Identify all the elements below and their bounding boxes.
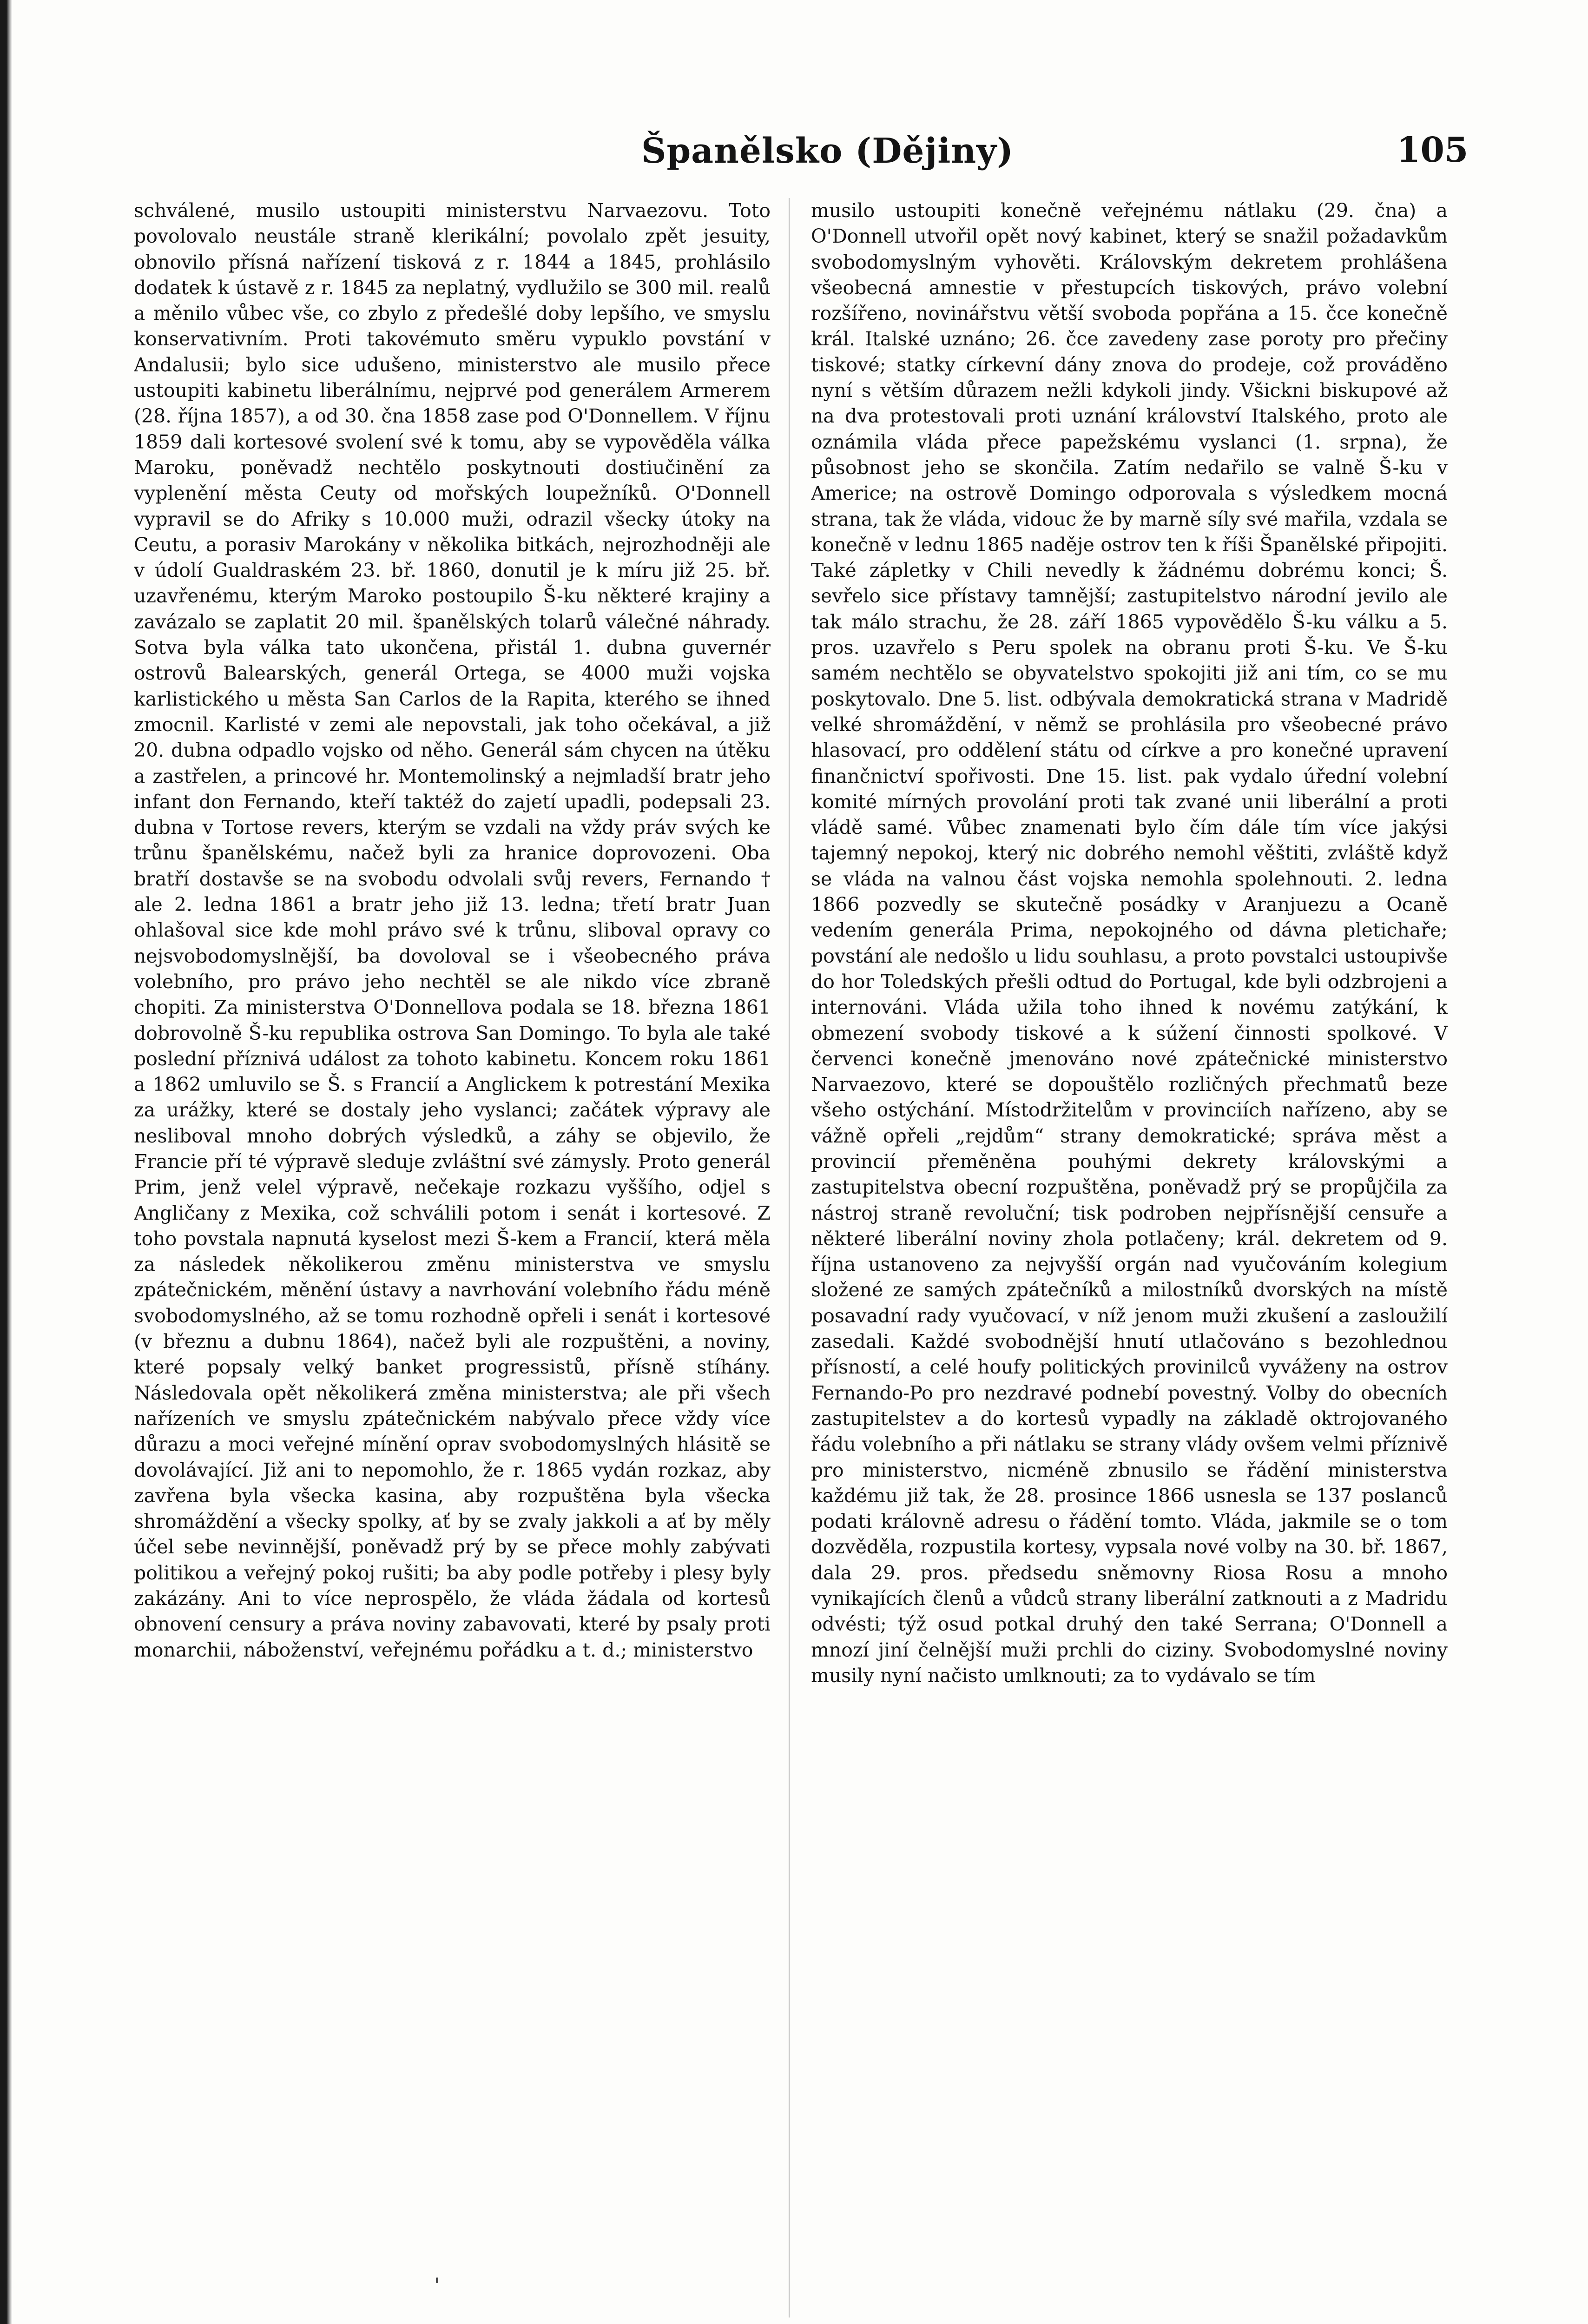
left-column-paragraph: schválené, musilo ustoupiti ministerstvu Narvaezovu. Toto povolovalo neustále straně klerikální; povolalo zpět jesuity, obnovilo přísná nařízení tisková z r. 1844 a 1845, prohlásilo dodatek k ústavě z r. 1845 za neplatný, vydlužilo se 300 mil. realů a měnilo vůbec vše, co zbylo z předešlé doby lepšího, ve smyslu konservativním. Proti takovémuto směru vypuklo povstání v Andalusii; bylo sice udušeno, ministerstvo ale musilo přece ustoupiti kabinetu liberálnímu, nejprvé pod generálem Armerem (28. října 1857), a od 30. čna 1858 zase pod O'Donnellem. V říjnu 1859 dali kortesové svolení své k tomu, aby se vypověděla válka Maroku, poněvadž nechtělo poskytnouti dostiučinění za vyplenění města Ceuty od mořských loupežníků. O'Donnell vypravil se do Afriky s 10.000 muži, odrazil všecky útoky na Ceutu, a porasiv Marokány v několika bitkách, nejrozhodněji ale v údolí Gualdraském 23. bř. 1860, donutil je k míru již 25. bř. uzavřenému, kterým Maroko postoupilo Š-ku některé krajiny a zavázalo se zaplatit 20 mil. španělských tolarů válečné náhrady. Sotva byla válka tato ukončena, přistál 1. dubna guvernér ostrovů Balearských, generál Ortega, se 4000 muži vojska karlistického u města San Carlos de la Rapita, kterého se ihned zmocnil. Karlisté v zemi ale nepovstali, jak toho očekával, a již 20. dubna odpadlo vojsko od něho. Generál sám chycen na útěku a zastřelen, a princové hr. Montemolinský a nejmladší bratr jeho infant don Fernando, kteří taktéž do zajetí upadli, podepsali 23. dubna v Tortose revers, kterým se vzdali na vždy práv svých ke trůnu španělskému, načež byli za hranice doprovozeni. Oba bratří dostavše se na svobodu odvolali svůj revers, Fernando † ale 2. ledna 1861 a bratr jeho již 13. ledna; třetí bratr Juan ohlašoval sice kde mohl právo své k trůnu, sliboval opravy co nejsvobodomyslnější, ba dovoloval se i všeobecného práva volebního, pro právo jeho nechtěl se ale nikdo více zbraně chopiti. Za ministerstva O'Donnellova podala se 18. března 1861 dobrovolně Š-ku republika ostrova San Domingo. To byla ale také poslední příznivá událost za tohoto kabinetu. Koncem roku 1861 a 1862 umluvilo se Š. s Francií a Anglickem k potrestání Mexika za urážky, které se dostaly jeho vyslanci; začátek výpravy ale nesliboval mnoho dobrých výsledků, a záhy se objevilo, že Francie pří té výpravě sleduje zvláštní své zámysly. Proto generál Prim, jenž velel výpravě, nečekaje rozkazu vyššího, odjel s Angličany z Mexika, což schválili potom i senát i kortesové. Z toho povstala napnutá kyselost mezi Š-kem a Francií, která měla za následek několikerou změnu ministerstva ve smyslu zpátečnickém, měnění ústavy a navrhování volebního řádu méně svobodomyslného, až se tomu rozhodně opřeli i senát i kortesové (v březnu a dubnu 1864), načež byli ale rozpuštěni, a noviny, které popsaly velký banket progressistů, přísně stíhány. Následovala opět několikerá změna ministerstva; ale při všech nařízeních ve smyslu zpátečnickém nabývalo přece vždy více důrazu a moci veřejné mínění oprav svobodomyslných hlásitě se dovolávající. Již ani to nepomohlo, že r. 1865 vydán rozkaz, aby zavřena byla všecka kasina, aby rozpuštěna byla všecka shromáždění a všecky spolky, ať by se zvaly jakkoli a ať by měly účel sebe nevinnější, poněvadž prý by se přece mohly zabývati politikou a veřejný pokoj rušiti; ba aby podle potřeby i plesy byly zakázány. Ani to více neprospělo, že vláda žádala od kortesů obnovení censury a práva noviny zabavovati, které by psaly proti monarchii, náboženství, veřejnému pořádku a t. d.; ministerstvo	[134, 199, 771, 1661]
left-text-column	[134, 198, 771, 2322]
right-text-column	[811, 198, 1448, 2322]
binding-edge	[0, 0, 12, 2324]
page-number: 105	[1397, 130, 1469, 170]
column-divider	[789, 198, 790, 2317]
running-header-title: Španělsko (Dějiny)	[641, 131, 1014, 171]
right-column-paragraph: musilo ustoupiti konečně veřejnému nátlaku (29. čna) a O'Donnell utvořil opět nový kabinet, který se snažil požadavkům svobodomyslným vyhověti. Královským dekretem prohlášena všeobecná amnestie v přestupcích tiskových, právo volební rozšířeno, novinářstvu větší svoboda popřána a 15. čce konečně král. Italské uznáno; 26. čce zavedeny zase poroty pro přečiny tiskové; statky církevní dány znova do prodeje, což prováděno nyní s větším důrazem nežli kdykoli jindy. Všickni biskupové až na dva protestovali proti uznání království Italského, proto ale oznámila vláda přece papežskému vyslanci (1. srpna), že působnost jeho se skončila. Zatím nedařilo se valně Š-ku v Americe; na ostrově Domingo odporovala s výsledkem mocná strana, tak že vláda, vidouc že by marně síly své mařila, vzdala se konečně v lednu 1865 naděje ostrov ten k říši Španělské připojiti. Také zápletky v Chili nevedly k žádnému dobrému konci; Š. sevřelo sice přístavy tamnější; zastupitelstvo národní jevilo ale tak málo strachu, že 28. září 1865 vypovědělo Š-ku válku a 5. pros. uzavřelo s Peru spolek na obranu proti Š-ku. Ve Š-ku samém nechtělo se obyvatelstvo spokojiti již ani tím, co se mu poskytovalo. Dne 5. list. odbývala demokratická strana v Madridě velké shromáždění, v němž se prohlásila pro všeobecné právo hlasovací, pro oddělení státu od církve a pro konečné upravení finančnictví spořivosti. Dne 15. list. pak vydalo úřední volební komité mírných provolání proti tak zvané unii liberální a proti vládě samé. Vůbec znamenati bylo čím dále tím více jakýsi tajemný nepokoj, který nic dobrého nemohl věštiti, zvláště když se vláda na valnou část vojska nemohla spolehnouti. 2. ledna 1866 pozvedly se skutečně posádky v Aranjuezu a Ocaně vedením generála Prima, nepokojného od dávna pletichaře; povstání ale nedošlo u lidu souhlasu, a proto povstalci ustoupivše do hor Toledských přešli odtud do Portugal, kde byli odzbrojeni a internováni. Vláda užila toho ihned k novému zatýkání, k obmezení svobody tiskové a k súžení činnosti spolkové. V červenci konečně jmenováno nové zpátečnické ministerstvo Narvaezovo, které se dopouštělo rozličných přechmatů beze všeho ostýchání. Místodržitelům v provinciích nařízeno, aby se vážně opřeli „rejdům“ strany demokratické; správa měst a provincií přeměněna pouhými dekrety královskými a zastupitelstva obecní rozpuštěna, poněvadž prý se propůjčila za nástroj straně revoluční; tisk podroben nejpřísnější censuře a některé liberální noviny zhola potlačeny; král. dekretem od 9. října ustanoveno za nejvyšší orgán nad vyučováním kolegium složené ze samých zpátečníků a milostníků dvorských na místě posavadní rady vyučovací, v níž jenom muži zkušení a zasloužilí zasedali. Každé svobodnější hnutí utlačováno s bezohlednou přísností, a celé houfy politických provinilců vyváženy na ostrov Fernando-Po pro nezdravé podnebí povestný. Volby do obecních zastupitelstev a do kortesů vypadly na základě oktrojovaného řádu volebního a při nátlaku se strany vlády ovšem velmi příznivě pro ministerstvo, nicméně zbnusilo se řádění ministerstva každému již tak, že 28. prosince 1866 usnesla se 137 poslanců podati královně adresu o řádění tomto. Vláda, jakmile se o tom dozvěděla, rozpustila kortesy, vypsala nové volby na 30. bř. 1867, dala 29. pros. předsedu sněmovny Riosa Rosu a mnoho vynikajících členů a vůdců strany liberální zatknouti a z Madridu odvésti; týž osud potkal druhý den také Serrana; O'Donnell a mnozí jiní čelnější muži prchli do ciziny. Svobodomyslné noviny musily nyní načisto umlknouti; za to vydávalo se tím	[811, 199, 1448, 1687]
print-speck	[436, 2278, 438, 2283]
